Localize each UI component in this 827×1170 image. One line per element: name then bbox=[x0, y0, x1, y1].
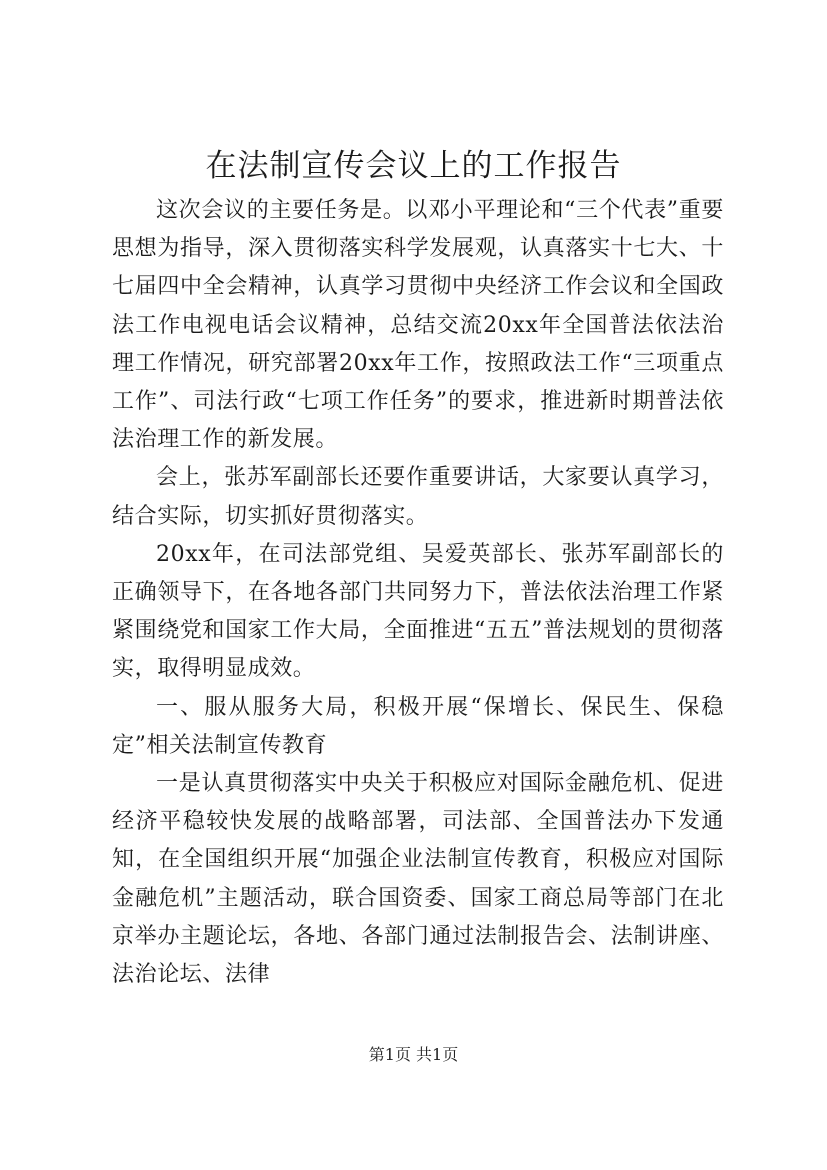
section-heading-1: 一、服从服务大局，积极开展“保增长、保民生、保稳定”相关法制宣传教育 bbox=[112, 694, 724, 758]
paragraph-meeting-tasks: 这次会议的主要任务是。以邓小平理论和“三个代表”重要思想为指导，深入贯彻落实科学发展观，认真落实十七大、十七届四中全会精神，认真学习贯彻中央经济工作会议和全国政法工作电视电话会议精神，总结交流20xx年全国普法依法治理工作情况，研究部署20xx年工作，按照政法工作“三项重点工作”、司法行政“七项工作任务”的要求，推进新时期普法依法治理工作的新发展。 bbox=[112, 198, 724, 453]
page-footer: 第1页 共1页 bbox=[368, 1045, 459, 1064]
paragraph-speech-note: 会上，张苏军副部长还要作重要讲话，大家要认真学习，结合实际，切实抓好贯彻落实。 bbox=[112, 465, 724, 529]
document-title: 在法制宣传会议上的工作报告 bbox=[205, 148, 622, 184]
paragraph-annual-summary: 20xx年，在司法部党组、吴爱英部长、张苏军副部长的正确领导下，在各地各部门共同努力下，普法依法治理工作紧紧围绕党和国家工作大局，全面推进“五五”普法规划的贯彻落实，取得明显成效。 bbox=[112, 541, 724, 682]
paragraph-first-point: 一是认真贯彻落实中央关于积极应对国际金融危机、促进经济平稳较快发展的战略部署，司法部、全国普法办下发通知，在全国组织开展“加强企业法制宣传教育，积极应对国际金融危机”主题活动，联合国资委、国家工商总局等部门在北京举办主题论坛，各地、各部门通过法制报告会、法制讲座、法治论坛、法律 bbox=[112, 771, 724, 988]
document-body bbox=[112, 192, 724, 994]
